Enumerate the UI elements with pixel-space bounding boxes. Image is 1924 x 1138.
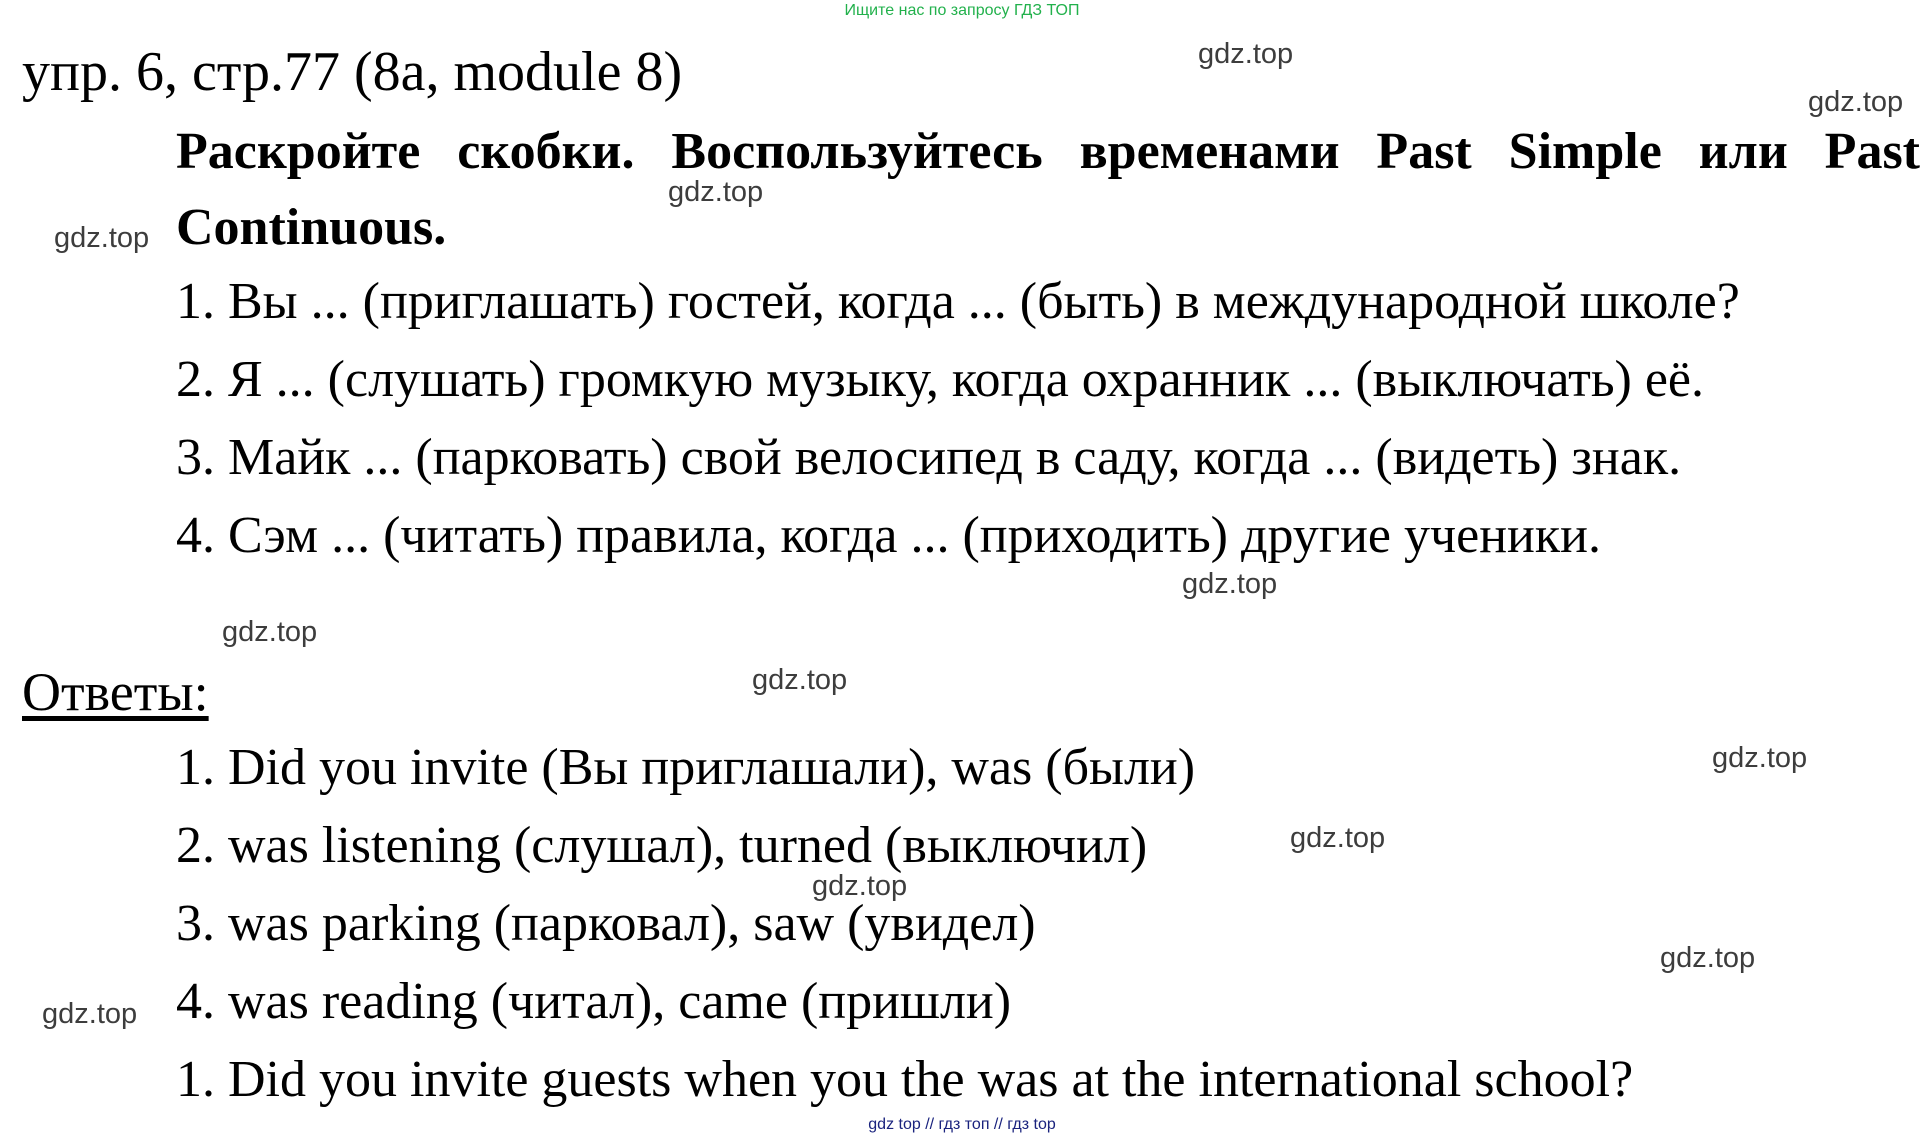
watermark: gdz.top (1182, 568, 1278, 600)
watermark: gdz.top (812, 870, 908, 902)
watermark: gdz.top (1290, 822, 1386, 854)
watermark: gdz.top (1808, 86, 1904, 118)
watermark: gdz.top (752, 664, 848, 696)
exercise-heading: упр. 6, стр.77 (8а, module 8) (22, 41, 683, 103)
watermark: gdz.top (42, 998, 138, 1030)
watermark: gdz.top (222, 616, 318, 648)
watermark: gdz.top (668, 176, 764, 208)
watermark: gdz.top (54, 222, 150, 254)
answer-item-1: 1. Did you invite (Вы приглашали), was (были) (176, 739, 1196, 796)
watermark: gdz.top (1198, 38, 1294, 70)
task-item-2: 2. Я ... (слушать) громкую музыку, когда охранник ... (выключать) её. (176, 351, 1705, 408)
answers-title: Ответы: (22, 662, 209, 722)
task-item-3: 3. Майк ... (парковать) свой велосипед в саду, когда ... (видеть) знак. (176, 429, 1682, 486)
answer-item-4: 4. was reading (читал), came (пришли) (176, 973, 1012, 1030)
task-item-4: 4. Сэм ... (читать) правила, когда ... (приходить) другие ученики. (176, 507, 1601, 564)
search-hint: Ищите нас по запросу ГДЗ ТОП (844, 2, 1080, 19)
exercise-instruction: Раскройте скобки. Воспользуйтесь временами Past Simple или Past Continuous. (176, 123, 1920, 256)
answer-item-5: 1. Did you invite guests when you the was at the international school? (176, 1051, 1634, 1108)
watermark: gdz.top (1712, 742, 1808, 774)
task-item-1: 1. Вы ... (приглашать) гостей, когда ... (быть) в международной школе? (176, 273, 1740, 330)
watermark: gdz.top (1660, 942, 1756, 974)
answer-item-3: 3. was parking (парковал), saw (увидел) (176, 895, 1036, 952)
answer-item-2: 2. was listening (слушал), turned (выключил) (176, 817, 1148, 874)
footer-watermark: gdz top // гдз топ // гдз top (868, 1116, 1056, 1133)
